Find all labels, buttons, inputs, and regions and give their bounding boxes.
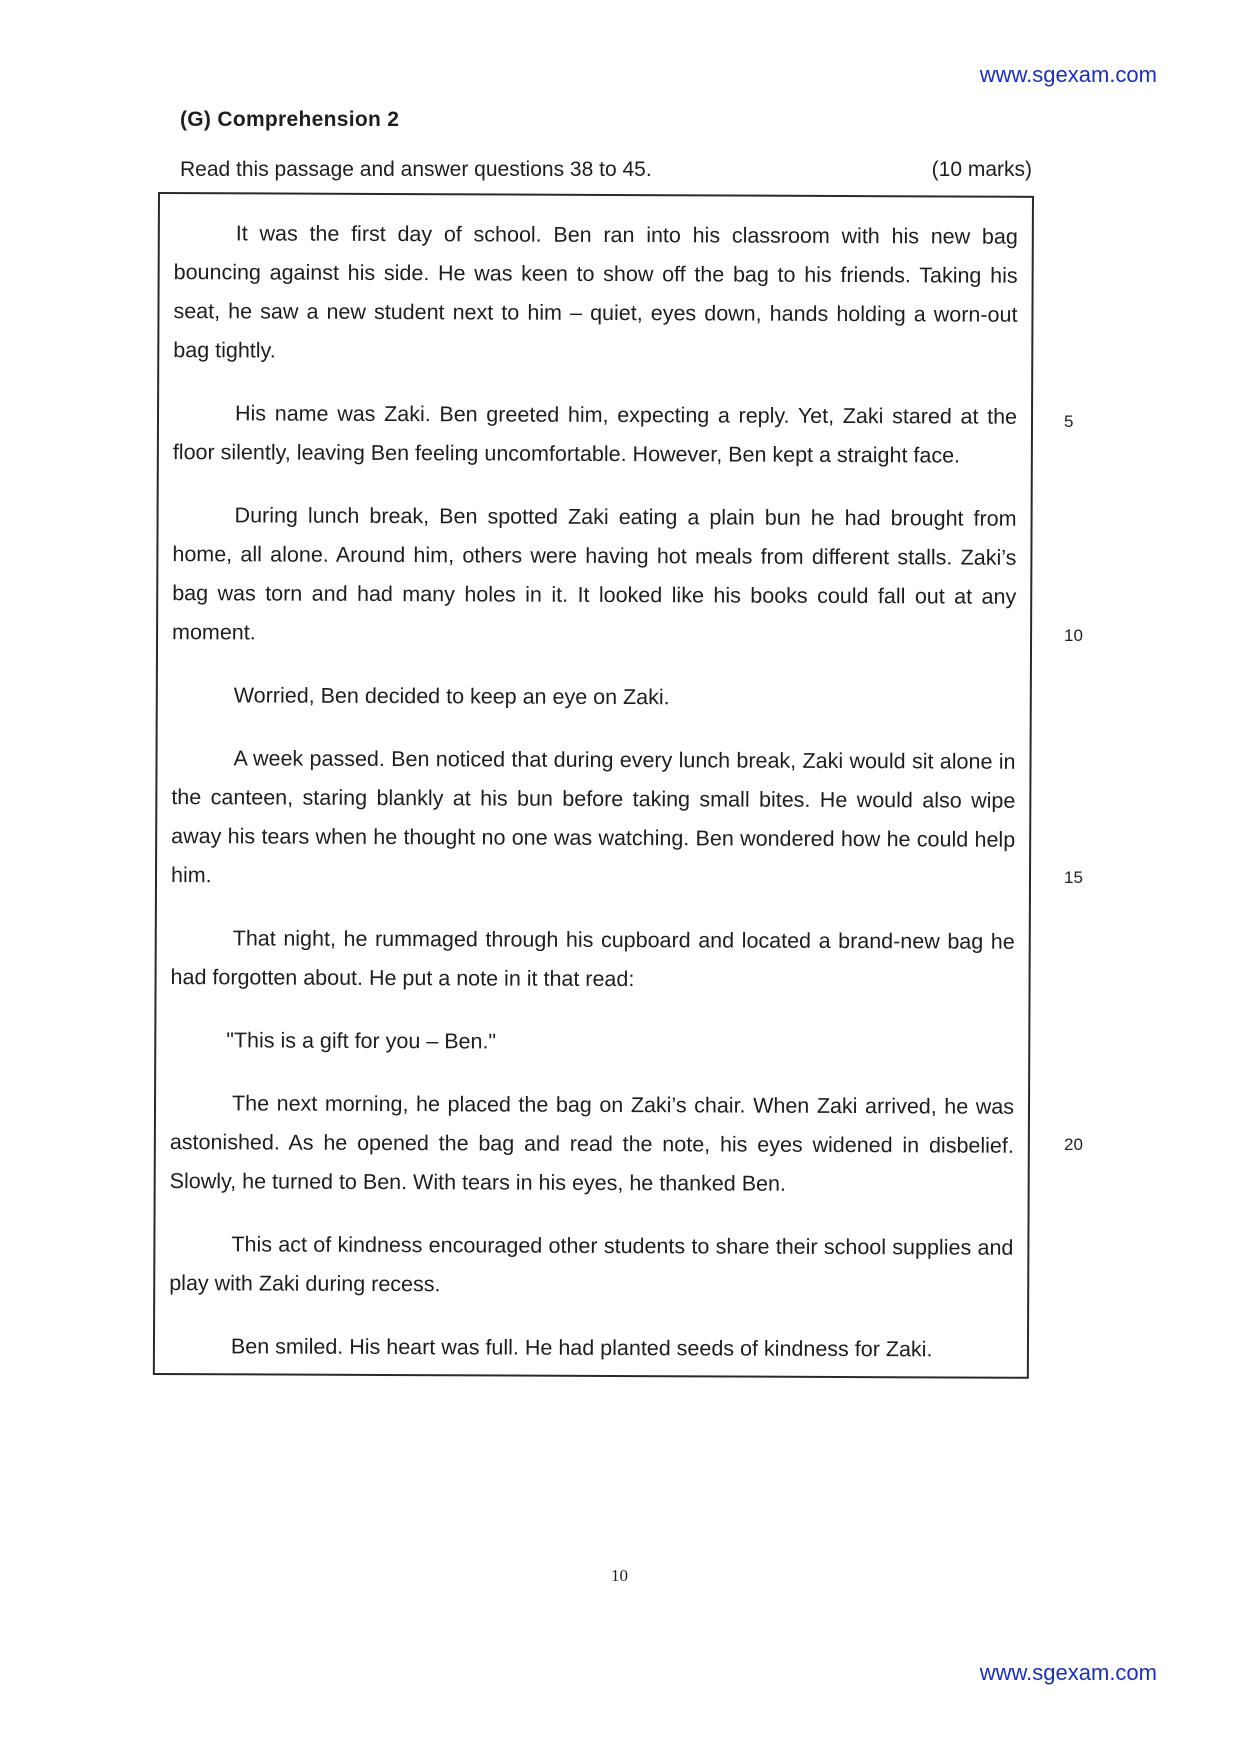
passage-paragraph: A week passed. Ben noticed that during every lunch break, Zaki would sit alone in the canteen, staring blankly at his bun before taking small bites. He would also wipe away his tears when he thought no one was watching. Ben wondered how he could help him.	[170, 746, 1016, 888]
page-number: 10	[611, 1566, 628, 1585]
passage-box	[153, 192, 1034, 1379]
marks-label: (10 marks)	[931, 158, 1032, 181]
line-number: 15	[1064, 868, 1083, 887]
site-link-bottom[interactable]: www.sgexam.com	[979, 1660, 1157, 1685]
site-link-top[interactable]: www.sgexam.com	[979, 62, 1157, 87]
line-number: 5	[1064, 412, 1074, 431]
passage-paragraph: This act of kindness encouraged other students to share their school supplies and play with Zaki during recess.	[169, 1232, 1014, 1297]
passage-paragraph: It was the first day of school. Ben ran into his classroom with his new bag bouncing against his side. He was keen to show off the bag to his friends. Taking his seat, he saw a new student next to him – quiet, eyes down, hands holding a worn-out bag tightly.	[173, 221, 1018, 363]
passage-paragraph: His name was Zaki. Ben greeted him, expecting a reply. Yet, Zaki stared at the floor silently, leaving Ben feeling uncomfortable. However, Ben kept a straight face.	[172, 401, 1018, 468]
passage-quote: "This is a gift for you – Ben."	[226, 1028, 497, 1054]
passage-paragraph: The next morning, he placed the bag on Zaki’s chair. When Zaki arrived, he was astonished. As he opened the bag and read the note, his eyes widened in disbelief. Slowly, he turned to Ben. With tears in his eyes, he thanked Ben.	[169, 1091, 1015, 1196]
line-number: 20	[1064, 1135, 1083, 1154]
passage-paragraph: That night, he rummaged through his cupboard and located a brand-new bag he had forgotten about. He put a note in it that read:	[170, 926, 1015, 992]
passage-paragraph: Ben smiled. His heart was full. He had planted seeds of kindness for Zaki.	[230, 1334, 933, 1362]
section-heading: (G) Comprehension 2	[180, 108, 400, 131]
instruction-row	[180, 158, 1032, 182]
passage-paragraph: Worried, Ben decided to keep an eye on Zaki.	[233, 683, 670, 710]
instruction-text: Read this passage and answer questions 38 to 45.	[180, 158, 652, 181]
passage-paragraph: During lunch break, Ben spotted Zaki eating a plain bun he had brought from home, all alone. Around him, others were having hot meals from different stalls. Zaki’s bag was torn and had many holes in it. It looked like his books could fall out at any moment.	[172, 503, 1017, 645]
line-number: 10	[1064, 626, 1083, 645]
